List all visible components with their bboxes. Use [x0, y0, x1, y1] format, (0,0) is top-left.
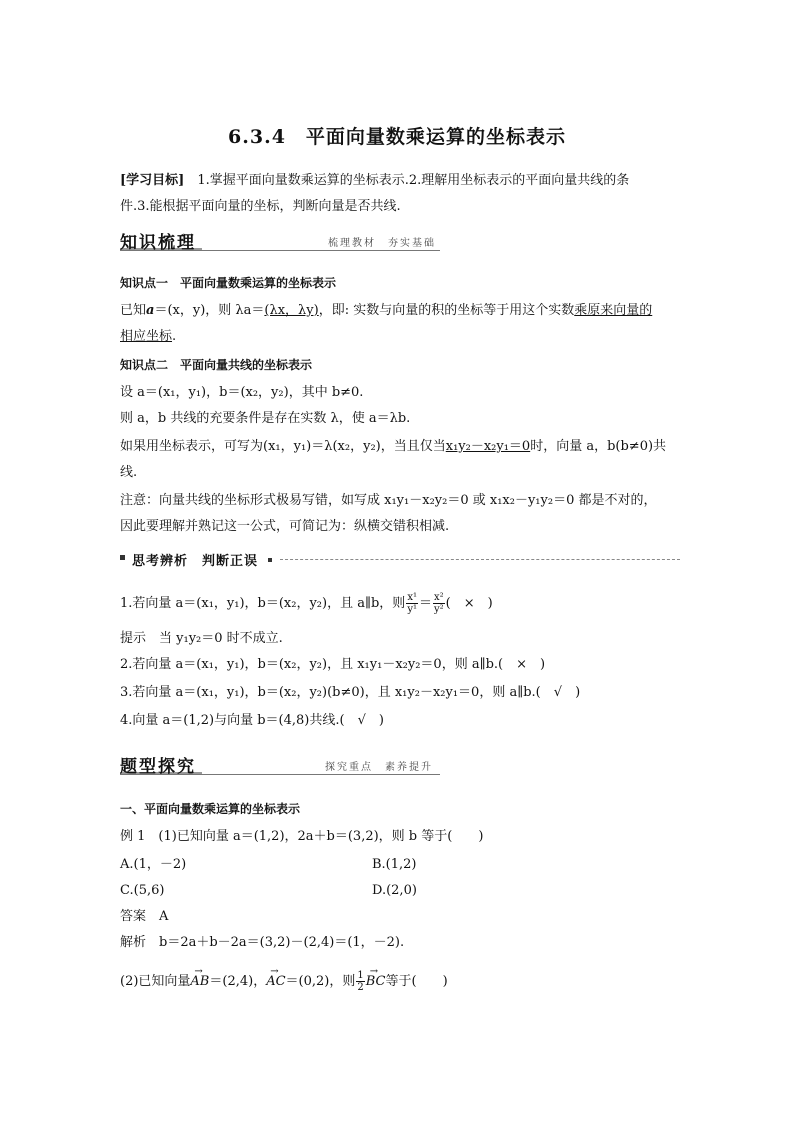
question-4: 4.向量 a＝(1,2)与向量 b＝(4,8)共线.( √ ): [120, 713, 384, 728]
kp1-text: 已知a＝(x，y)，则 λa＝(λx，λy)，即: 实数与向量的积的坐标等于用这个实数乘原来向量的: [120, 303, 653, 318]
think-banner-title: 思考辨析 判断正误: [132, 554, 259, 569]
part-heading: 一、平面向量数乘运算的坐标表示: [120, 802, 301, 816]
option-d: D.(2,0): [372, 883, 417, 898]
fraction: $\frac{\text{x¹}}{\text{y¹}}$: [407, 592, 417, 615]
page-title: 6.3.4 平面向量数乘运算的坐标表示: [228, 126, 566, 148]
vector-bc: → BC: [366, 973, 386, 991]
analysis: 解析 b＝2a＋b－2a＝(3,2)－(2,4)＝(1，－2).: [120, 935, 405, 950]
check-icon: √: [553, 685, 563, 700]
banner-subtitle: 探究重点 素养提升: [325, 762, 433, 773]
banner-subtitle: 梳理教材 夯实基础: [328, 238, 436, 249]
square-bullet-icon: [268, 558, 272, 562]
kp2-line3: 如果用坐标表示，可写为(x₁，y₁)＝λ(x₂，y₂)，当且仅当x₁y₂－x₂y₁＝0时，向量 a，b(b≠0)共: [120, 439, 667, 454]
banner-title: 题型探究: [120, 757, 196, 777]
kp2-line2: 则 a，b 共线的充要条件是存在实数 λ，使 a＝λb.: [120, 411, 411, 426]
example-1-question: 例 1 (1)已知向量 a＝(1,2)，2a＋b＝(3,2)，则 b 等于( ): [120, 829, 484, 844]
section-banner-knowledge: [120, 228, 680, 256]
learning-goals-line1: [120, 172, 629, 190]
question-1: 1.若向量 a＝(x₁，y₁)，b＝(x₂，y₂)，且 a∥b，则 $\frac{\text{x¹}}{\text{y¹}}$ ＝ $\frac{\text{x²}}{\text{y²}}$ ( × ): [120, 592, 493, 615]
kp2-heading: 知识点二 平面向量共线的坐标表示: [120, 358, 313, 372]
banner-title: 知识梳理: [120, 233, 196, 253]
option-b: B.(1,2): [372, 857, 417, 872]
learning-goals-line2: 件.3.能根据平面向量的坐标，判断向量是否共线.: [120, 199, 401, 214]
question-2: 2.若向量 a＝(x₁，y₁)，b＝(x₂，y₂)，且 x₁y₁－x₂y₂＝0，则 a∥b.( × ): [120, 657, 546, 672]
kp2-line1: 设 a＝(x₁，y₁)，b＝(x₂，y₂)，其中 b≠0.: [120, 385, 364, 400]
example-1-part-2: (2)已知向量→ AB＝(2,4)，→ AC＝(0,2)，则 $\frac{1}{2}$ → BC等于( ): [120, 970, 448, 993]
vector-ab: → AB: [190, 973, 209, 991]
hint: 提示 当 y₁y₂＝0 时不成立.: [120, 631, 283, 646]
kp1-text-2: 相应坐标.: [120, 329, 177, 344]
section-banner-types: [120, 752, 680, 780]
answer: 答案 A: [120, 909, 169, 924]
vector-ac: → AC: [266, 973, 285, 991]
learning-goals-label: [学习目标]: [120, 173, 185, 188]
fraction: $\frac{\text{x²}}{\text{y²}}$: [434, 592, 444, 615]
learning-goals-text: 1.掌握平面向量数乘运算的坐标表示.2.理解用坐标表示的平面向量共线的条: [184, 173, 630, 188]
kp1-heading: 知识点一 平面向量数乘运算的坐标表示: [120, 276, 337, 290]
option-a: A.(1，－2): [120, 857, 187, 872]
kp2-line4: 线.: [120, 465, 138, 480]
option-c: C.(5,6): [120, 883, 165, 898]
dashed-rule: [280, 559, 680, 560]
question-3: 3.若向量 a＝(x₁，y₁)，b＝(x₂，y₂)(b≠0)，且 x₁y₂－x₂y₁＝0，则 a∥b.( √ ): [120, 685, 581, 700]
check-icon: √: [357, 713, 366, 728]
fraction: $\frac{1}{2}$: [357, 970, 364, 993]
kp2-note-1: 注意：向量共线的坐标形式极易写错，如写成 x₁y₁－x₂y₂＝0 或 x₁x₂－y₁y₂＝0 都是不对的，: [120, 493, 657, 508]
kp2-note-2: 因此要理解并熟记这一公式，可简记为：纵横交错积相减.: [120, 519, 450, 534]
think-banner: [120, 550, 680, 568]
square-bullet-icon: [120, 555, 125, 560]
